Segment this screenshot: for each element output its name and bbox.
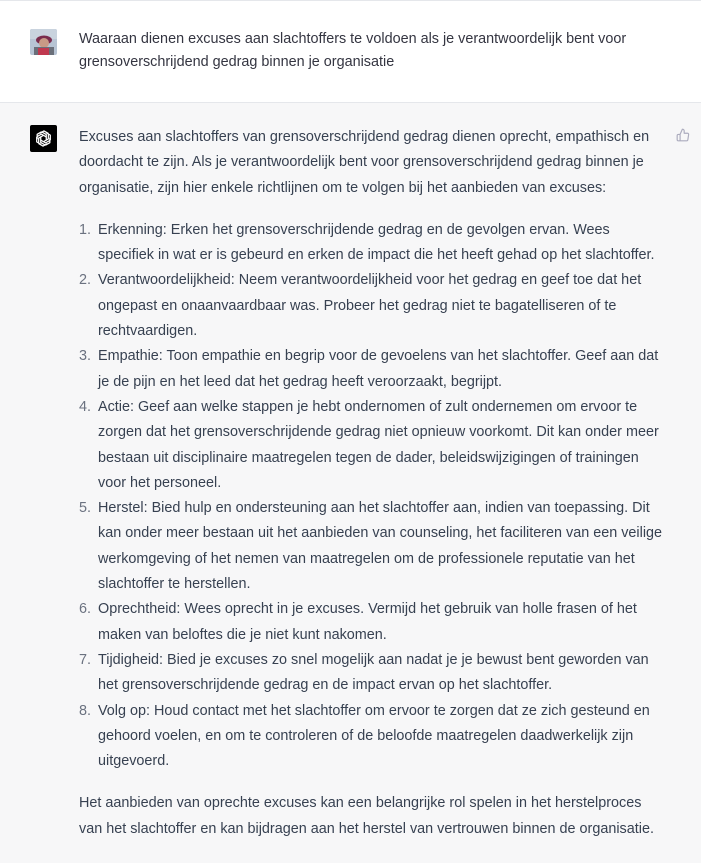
list-item [79, 597, 667, 648]
list-item [79, 699, 667, 775]
list-item-text: Actie: Geef aan welke stappen je hebt ondernomen of zult ondernemen om ervoor te zorgen dat het grensoverschrijdende gedrag niet opnieuw voorkomt. Dit kan onder meer bestaan uit disciplinaire maatregelen tegen de dader, beleidswijzigingen of trainingen voor het personeel. [98, 398, 659, 491]
list-number: 5. [79, 500, 92, 517]
user-message-row [0, 0, 701, 103]
list-item-text: Tijdigheid: Bied je excuses zo snel mogelijk aan nadat je je bewust bent geworden van het grensoverschrijdende gedrag en de impact ervan op het slachtoffer. [98, 651, 649, 694]
list-item [79, 268, 667, 344]
list-item [79, 648, 667, 699]
list-number: 7. [79, 651, 92, 668]
list-item-text: Herstel: Bied hulp en ondersteuning aan het slachtoffer aan, indien van toepassing. Dit kan onder meer bestaan uit het aanbieden van counseling, het faciliteren van een veilige werkomgeving of het nemen van maatregelen om de professionele reputatie van het slachtoffer te herstellen. [98, 500, 663, 593]
list-item-text: Oprechtheid: Wees oprecht in je excuses. Vermijd het gebruik van holle frasen of het maken van beloftes die je niet kunt nakomen. [98, 601, 637, 643]
thumbs-up-icon[interactable] [676, 128, 690, 142]
user-message-text: Waaraan dienen excuses aan slachtoffers te voldoen als je verantwoordelijk bent voor grensoverschrijdend gedrag binnen je organisatie [79, 31, 627, 70]
guideline-list [79, 218, 667, 775]
list-number: 3. [79, 348, 92, 365]
list-item [79, 218, 667, 269]
reply-conclusion: Het aanbieden van oprechte excuses kan een belangrijke rol spelen in het herstelproces van het slachtoffer en kan bijdragen aan het herstel van vertrouwen binnen de organisatie. [79, 795, 654, 837]
assistant-message-content [79, 125, 667, 842]
list-number: 6. [79, 601, 92, 618]
list-number: 8. [79, 702, 92, 719]
reply-intro: Excuses aan slachtoffers van grensoverschrijdend gedrag dienen oprecht, empathisch en doordacht te zijn. Als je verantwoordelijk bent voor grensoverschrijdend gedrag binnen je organisatie, zijn hier enkele richtlijnen om te volgen bij het aanbieden van excuses: [79, 129, 650, 196]
list-number: 1. [79, 221, 92, 238]
assistant-message-row [0, 103, 701, 863]
list-item [79, 395, 667, 496]
list-number: 4. [79, 398, 92, 415]
list-item-text: Empathie: Toon empathie en begrip voor de gevoelens van het slachtoffer. Geef aan dat je de pijn en het leed dat het gedrag heeft veroorzaakt, begrijpt. [98, 348, 659, 390]
list-item-text: Verantwoordelijkheid: Neem verantwoordelijkheid voor het gedrag en geef toe dat het ongepast en onaanvaardbaar was. Probeer het gedrag niet te bagatelliseren of te rechtvaardigen. [98, 272, 642, 340]
user-avatar-icon [30, 29, 57, 55]
list-number: 2. [79, 272, 92, 289]
list-item [79, 344, 667, 395]
openai-logo-icon [30, 125, 57, 152]
list-item-text: Erkenning: Erken het grensoverschrijdende gedrag en de gevolgen ervan. Wees specifiek in wat er is gebeurd en erken de impact die het heeft gehad op het slachtoffer. [98, 221, 655, 264]
list-item-text: Volg op: Houd contact met het slachtoffer om ervoor te zorgen dat ze zich gesteund en gehoord voelen, en om te controleren of de beloofde maatregelen daadwerkelijk zijn uitgevoerd. [98, 702, 650, 770]
list-item [79, 496, 667, 597]
